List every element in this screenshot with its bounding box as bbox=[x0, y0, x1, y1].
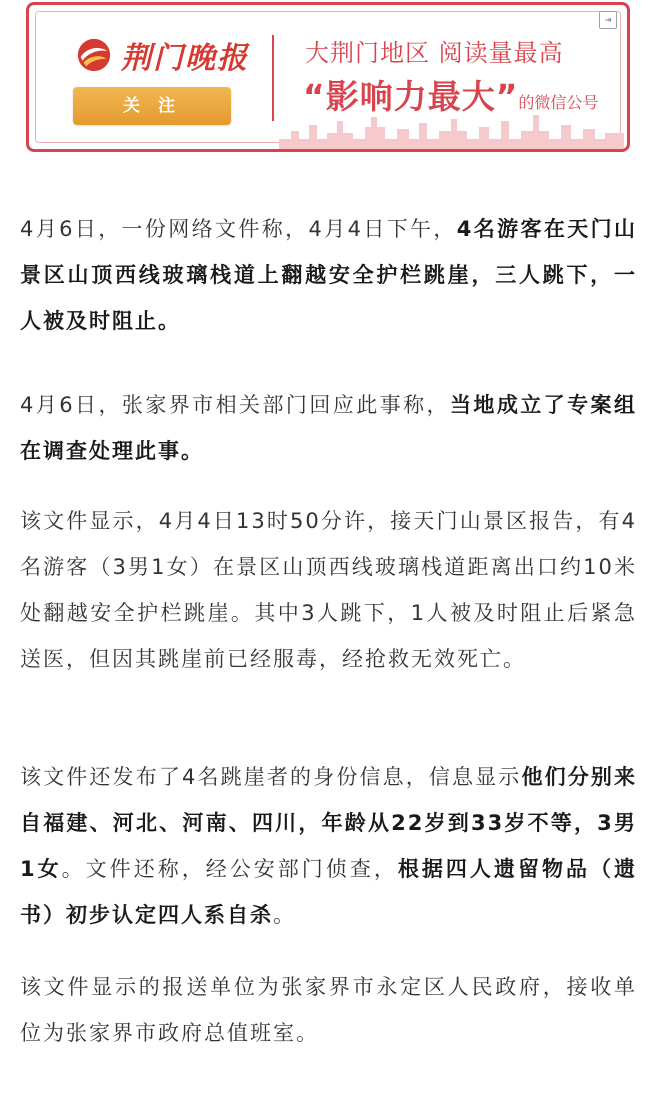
article-paragraph-3 bbox=[20, 498, 637, 682]
p2-bold-text: 当地成立了专案组在调查处理此事。 bbox=[20, 393, 637, 463]
ad-close-icon[interactable]: ⇥ bbox=[599, 11, 617, 29]
banner-tagline-suffix: 的微信公号 bbox=[518, 93, 599, 112]
article-paragraph-4 bbox=[20, 754, 637, 938]
newspaper-ad-banner[interactable] bbox=[26, 2, 630, 152]
p4-text-1: 该文件还发布了4名跳崖者的身份信息，信息显示 bbox=[20, 765, 522, 789]
brand-name: 荆门晚报 bbox=[121, 41, 249, 76]
follow-button[interactable]: 关 注 bbox=[73, 87, 231, 125]
p5-text: 该文件显示的报送单位为张家界市永定区人民政府，接收单位为张家界市政府总值班室。 bbox=[20, 975, 637, 1045]
banner-tagline-top: 大荆门地区 阅读量最高 bbox=[305, 39, 564, 67]
city-skyline-illustration bbox=[279, 109, 624, 149]
p2-text: 4月6日，张家界市相关部门回应此事称， bbox=[20, 393, 450, 417]
p1-text: 4月6日，一份网络文件称，4月4日下午， bbox=[20, 217, 457, 241]
p4-bold-text-1: 他们分别来自福建、河北、河南、四川，年龄从22岁到33岁不等，3男1女 bbox=[20, 765, 638, 881]
p4-text-3: 。 bbox=[273, 903, 296, 927]
p1-bold-text: 4名游客在天门山景区山顶西线玻璃栈道上翻越安全护栏跳崖，三人跳下，一人被及时阻止。 bbox=[20, 217, 637, 333]
brand-swirl-icon bbox=[75, 36, 113, 74]
article-paragraph-1 bbox=[20, 206, 637, 344]
article-paragraph-2 bbox=[20, 382, 637, 474]
p4-text-2: 。文件还称，经公安部门侦查， bbox=[61, 857, 398, 881]
p4-bold-text-2: 根据四人遗留物品（遗书）初步认定四人系自杀 bbox=[20, 857, 638, 927]
banner-divider bbox=[272, 35, 274, 121]
banner-tagline-highlight: “影响力最大” bbox=[303, 77, 519, 116]
p3-text: 该文件显示，4月4日13时50分许，接天门山景区报告，有4名游客（3男1女）在景区山顶西线玻璃栈道距离出口约10米处翻越安全护栏跳崖。其中3人跳下，1人被及时阻止后紧急送医，但因其跳崖前已经服毒，经抢救无效死亡。 bbox=[20, 509, 637, 671]
article-paragraph-5 bbox=[20, 964, 637, 1056]
brand-logo bbox=[75, 35, 249, 75]
